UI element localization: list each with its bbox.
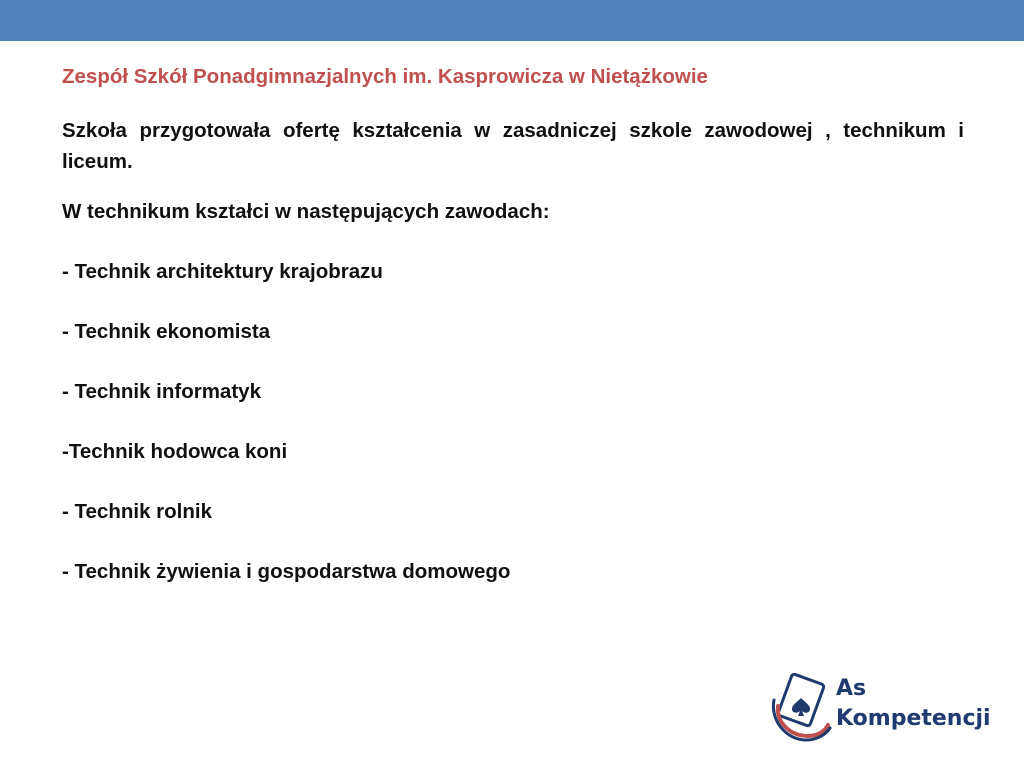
profession-item: - Technik żywienia i gospodarstwa domowego: [62, 560, 511, 583]
slide-content: [62, 62, 964, 617]
logo-line-1: As: [836, 676, 867, 701]
profession-item: - Technik rolnik: [62, 500, 212, 523]
lead-paragraph: W technikum kształci w następujących zawodach:: [62, 200, 550, 223]
top-bar: [0, 0, 1024, 41]
profession-item: - Technik architektury krajobrazu: [62, 260, 383, 283]
profession-item: -Technik hodowca koni: [62, 440, 288, 463]
logo-line-2: Kompetencji: [836, 706, 991, 731]
slide-heading: Zespół Szkół Ponadgimnazjalnych im. Kasprowicza w Nietążkowie: [62, 65, 708, 88]
profession-item: - Technik ekonomista: [62, 320, 271, 343]
profession-list: [62, 257, 964, 587]
logo-text: [836, 674, 991, 734]
intro-paragraph: Szkoła przygotowała ofertę kształcenia w zasadniczej szkole zawodowej , technikum i liceum.: [62, 119, 964, 173]
profession-item: - Technik informatyk: [62, 380, 261, 403]
as-kompetencji-logo: [768, 670, 998, 746]
spade-card-icon: [768, 670, 832, 742]
